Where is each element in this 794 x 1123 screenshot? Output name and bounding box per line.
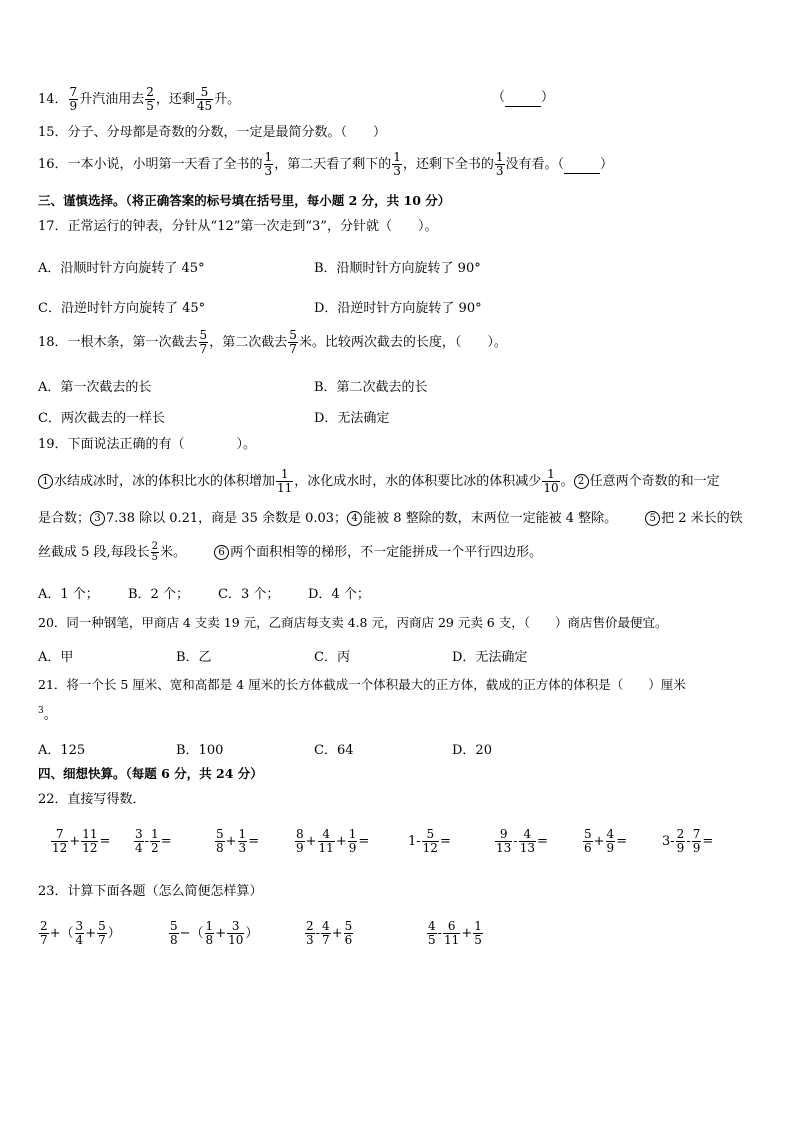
option-21b[interactable]: B．100 [176, 743, 224, 758]
question-16: 16．一本小说，小明第一天看了全书的 $\frac{1}{3}$ ，第二天看了剩下的 $\frac{1}{3}$ ，还剩下全书的 $\frac{1}{3}$ 没有看。（ ） [38, 150, 614, 178]
question-22: 22．直接写得数． [38, 792, 146, 807]
option-19d[interactable]: D．4 个； [308, 587, 370, 602]
question-18: 18．一根木条，第一次截去 $\frac{5}{7}$ ，第二次截去 $\frac{5}{7}$ 米。比较两次截去的长度，（ ）。 [38, 328, 507, 356]
fraction: $\frac{1}{3}$ [495, 150, 504, 178]
option-18d[interactable]: D．无法确定 [314, 411, 390, 426]
question-21: 21．将一个长 5 厘米、宽和高都是 4 厘米的长方体截成一个体积最大的正方体，截成的正方体的体积是（ ）厘米 [38, 677, 686, 692]
question-17: 17．正常运行的钟表，分针从“12”第一次走到“3”，分针就（ ）。 [38, 219, 438, 234]
fraction: $\frac{1}{11}$ [277, 467, 293, 495]
q22-expr-5: 1- $\frac{5}{12}$ = [408, 827, 451, 855]
option-20d[interactable]: D．无法确定 [452, 650, 528, 665]
q23-expr-1: $\frac{2}{7}$ +（ $\frac{3}{4}$ + $\frac{5}{7}$ ） [40, 919, 121, 947]
q19-line-2: 是合数； 3 7.38 除以 0.21，商是 35 余数是 0.03； 4 能被 8 整除的数，末两位一定能被 4 整除。 5 把 2 米长的铁 [38, 511, 743, 526]
section-4-heading: 四、细想快算。（每题 6 分，共 24 分） [38, 766, 263, 781]
option-18c[interactable]: C．两次截去的一样长 [38, 411, 165, 426]
q22-expr-7: $\frac{5}{6}$ + $\frac{4}{9}$ = [584, 827, 628, 855]
fraction: $\frac{5}{7}$ [289, 328, 297, 356]
q22-expr-1: $\frac{7}{12}$ + $\frac{11}{12}$ = [52, 827, 111, 855]
question-15: 15．分子、分母都是奇数的分数，一定是最简分数。（ ） [38, 125, 387, 140]
fraction: $\frac{7}{9}$ [69, 85, 78, 113]
answer-blank-16[interactable] [564, 157, 600, 174]
option-21d[interactable]: D．20 [452, 743, 492, 758]
fraction: $\frac{1}{3}$ [264, 150, 273, 178]
q19-line-3: 丝截成 5 段,每段长 $\frac{2}{5}$ 米。 6 两个面积相等的梯形，不一定能拼成一个平行四边形。 [38, 541, 543, 563]
q23-expr-2: $\frac{5}{8}$ −（ $\frac{1}{8}$ + $\frac{3}{10}$ ） [170, 919, 259, 947]
option-17a[interactable]: A．沿顺时针方向旋转了 45° [38, 261, 205, 276]
option-18b[interactable]: B．第二次截去的长 [314, 380, 428, 395]
question-20: 20．同一种钢笔，甲商店 4 支卖 19 元，乙商店每支卖 4.8 元，丙商店 29 元卖 6 支，（ ）商店售价最便宜。 [38, 615, 668, 630]
option-17b[interactable]: B．沿顺时针方向旋转了 90° [314, 261, 481, 276]
q22-expr-8: 3- $\frac{2}{9}$ - $\frac{7}{9}$ = [662, 827, 714, 855]
question-14: 14． $\frac{7}{9}$ 升汽油用去 $\frac{2}{5}$ ，还剩 $\frac{5}{45}$ 升。 [38, 85, 241, 113]
option-21a[interactable]: A．125 [38, 743, 86, 758]
option-20a[interactable]: A．甲 [38, 650, 74, 665]
q23-expr-3: $\frac{2}{3}$ - $\frac{4}{7}$ + $\frac{5}{6}$ [306, 919, 353, 947]
option-19a[interactable]: A．1 个； [38, 587, 99, 602]
q22-expr-2: $\frac{3}{4}$ - $\frac{1}{2}$ = [135, 827, 172, 855]
fraction: $\frac{1}{3}$ [393, 150, 401, 178]
question-21-cont: $^3$。 [38, 706, 57, 723]
option-18a[interactable]: A．第一次截去的长 [38, 380, 152, 395]
option-17c[interactable]: C．沿逆时针方向旋转了 45° [38, 301, 206, 316]
fraction: $\frac{2}{5}$ [151, 541, 159, 563]
section-3-heading: 三、谨慎选择。（将正确答案的标号填在括号里，每小题 2 分，共 10 分） [38, 193, 451, 208]
option-19b[interactable]: B．2 个； [128, 587, 189, 602]
q19-line-1: 1 水结成冰时，冰的体积比水的体积增加 $\frac{1}{11}$ ，冰化成水时，水的体积要比冰的体积减少 $\frac{1}{10}$ 。 2 任意两个奇数的和一定 [38, 468, 720, 495]
option-20b[interactable]: B．乙 [176, 650, 212, 665]
answer-blank-14[interactable]: （ ） [492, 90, 555, 105]
option-19c[interactable]: C．3 个； [218, 587, 280, 602]
q22-expr-6: $\frac{9}{13}$ - $\frac{4}{13}$ = [496, 827, 548, 855]
fraction: $\frac{5}{45}$ [196, 85, 213, 113]
question-19: 19．下面说法正确的有（ ）。 [38, 437, 257, 452]
fraction: $\frac{5}{7}$ [199, 328, 208, 356]
option-21c[interactable]: C．64 [314, 743, 354, 758]
question-23: 23．计算下面各题（怎么简便怎样算） [38, 884, 263, 899]
q22-expr-3: $\frac{5}{8}$ + $\frac{1}{3}$ = [216, 827, 260, 855]
option-20c[interactable]: C．丙 [314, 650, 350, 665]
fraction: $\frac{2}{5}$ [146, 85, 154, 113]
option-17d[interactable]: D．沿逆时针方向旋转了 90° [314, 301, 482, 316]
fraction: $\frac{1}{10}$ [543, 467, 559, 495]
q22-expr-4: $\frac{8}{9}$ + $\frac{4}{11}$ + $\frac{1}{9}$ = [296, 827, 370, 855]
q23-expr-4: $\frac{4}{5}$ - $\frac{6}{11}$ + $\frac{1}{5}$ [428, 919, 482, 947]
